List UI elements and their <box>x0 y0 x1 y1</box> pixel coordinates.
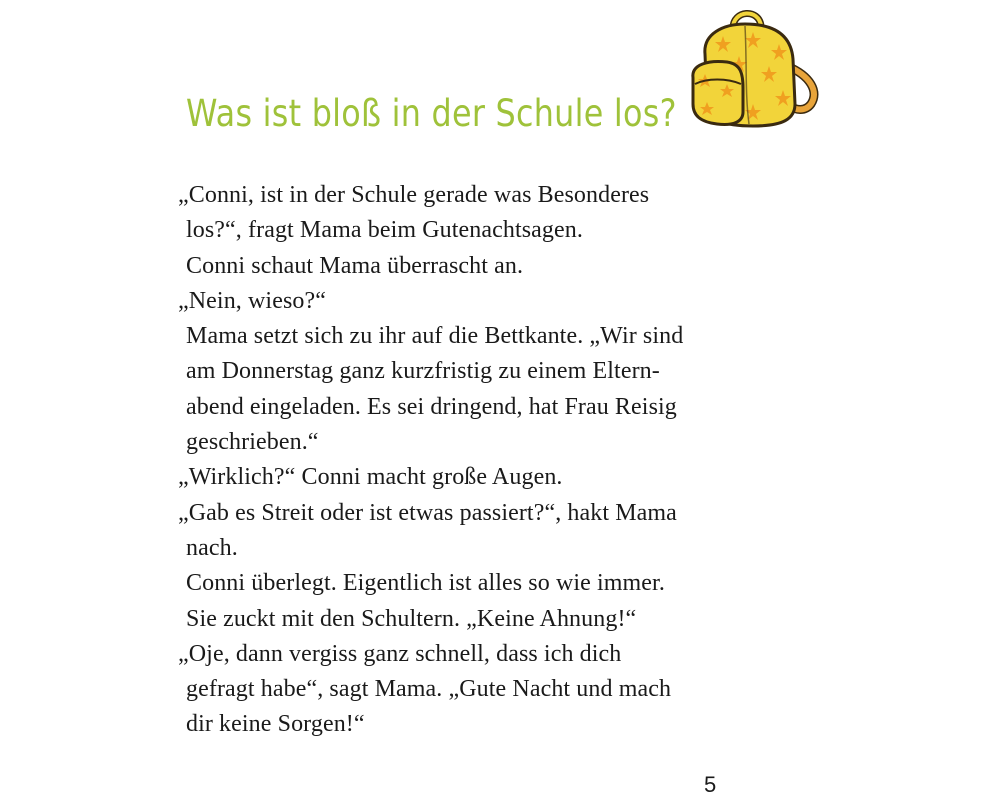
text-line: geschrieben.“ <box>186 429 319 456</box>
text-line: nach. <box>186 534 238 561</box>
text-line: „Conni, ist in der Schule gerade was Besonderes <box>178 182 650 208</box>
text-line: los?“, fragt Mama beim Gutenachtsagen. <box>186 217 583 244</box>
text-line: „Nein, wieso?“ <box>178 287 327 314</box>
text-line: Mama setzt sich zu ihr auf die Bettkante. „Wir sind <box>186 323 684 350</box>
story-text <box>178 178 778 743</box>
page-number: 5 <box>704 772 717 797</box>
text-line: „Wirklich?“ Conni macht große Augen. <box>178 464 563 491</box>
chapter-title: Was ist bloß in der Schule los? <box>186 92 677 135</box>
text-line: „Gab es Streit oder ist etwas passiert?“, hakt Mama <box>178 499 677 526</box>
text-line: Sie zuckt mit den Schultern. „Keine Ahnung!“ <box>186 605 637 632</box>
text-line: gefragt habe“, sagt Mama. „Gute Nacht und mach <box>186 676 672 703</box>
text-line: Conni schaut Mama überrascht an. <box>186 252 524 279</box>
text-line: Conni überlegt. Eigentlich ist alles so wie immer. <box>186 570 665 597</box>
backpack-icon <box>683 4 821 132</box>
text-line: am Donnerstag ganz kurzfristig zu einem Eltern- <box>186 358 660 385</box>
text-line: „Oje, dann vergiss ganz schnell, dass ich dich <box>178 640 622 667</box>
text-line: abend eingeladen. Es sei dringend, hat Frau Reisig <box>186 393 677 420</box>
text-line: dir keine Sorgen!“ <box>186 711 365 738</box>
